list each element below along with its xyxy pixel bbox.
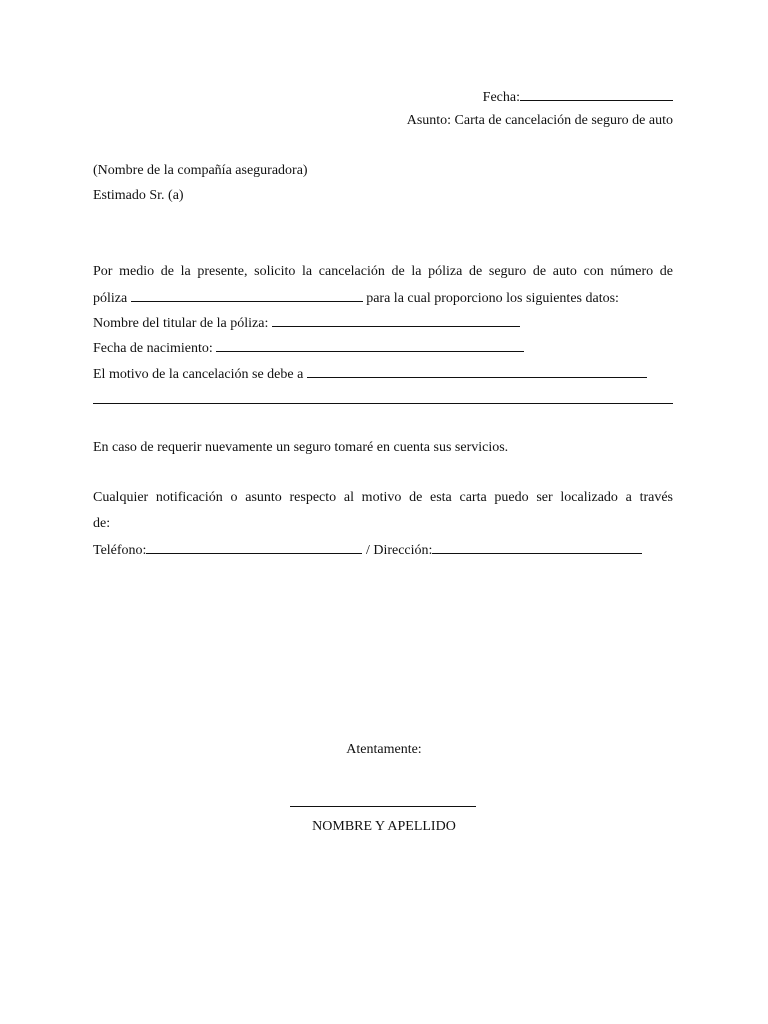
intro-line-2 (93, 288, 619, 308)
date-blank[interactable] (520, 87, 673, 101)
reason-line (93, 364, 647, 384)
contact-fields-line (93, 540, 642, 560)
date-line (483, 87, 673, 107)
reason-label: El motivo de la cancelación se debe a (93, 367, 304, 382)
birthdate-line (93, 338, 524, 358)
phone-blank[interactable] (146, 540, 362, 554)
titular-label: Nombre del titular de la póliza: (93, 316, 269, 331)
date-label: Fecha: (482, 90, 520, 105)
titular-line (93, 313, 520, 333)
contact-line-1: Cualquier notificación o asunto respecto al motivo de esta carta puedo ser localizado a través (93, 490, 673, 505)
reason-blank[interactable] (307, 364, 647, 378)
poliza-continuation: para la cual proporciono los siguientes datos: (366, 291, 619, 306)
contact-line-2: de: (93, 516, 111, 531)
intro-line-1: Por medio de la presente, solicito la cancelación de la póliza de seguro de auto con número de (93, 264, 673, 279)
poliza-number-blank[interactable] (131, 288, 363, 302)
subject-line: Asunto: Carta de cancelación de seguro de auto (406, 113, 673, 128)
birthdate-blank[interactable] (216, 338, 524, 352)
titular-blank[interactable] (272, 313, 520, 327)
greeting: Estimado Sr. (a) (93, 188, 184, 203)
birthdate-label: Fecha de nacimiento: (93, 341, 213, 356)
poliza-label: póliza (93, 291, 128, 306)
insurer-name: (Nombre de la compañía aseguradora) (93, 163, 308, 178)
address-blank[interactable] (432, 540, 642, 554)
address-label: / Dirección: (365, 543, 433, 558)
future-services-line: En caso de requerir nuevamente un seguro tomaré en cuenta sus servicios. (93, 440, 509, 455)
phone-label: Teléfono: (93, 543, 147, 558)
reason-continuation-blank[interactable] (93, 403, 673, 404)
signer-name-label: NOMBRE Y APELLIDO (312, 819, 456, 834)
signature-blank[interactable] (290, 806, 476, 807)
closing-text: Atentamente: (346, 742, 422, 757)
